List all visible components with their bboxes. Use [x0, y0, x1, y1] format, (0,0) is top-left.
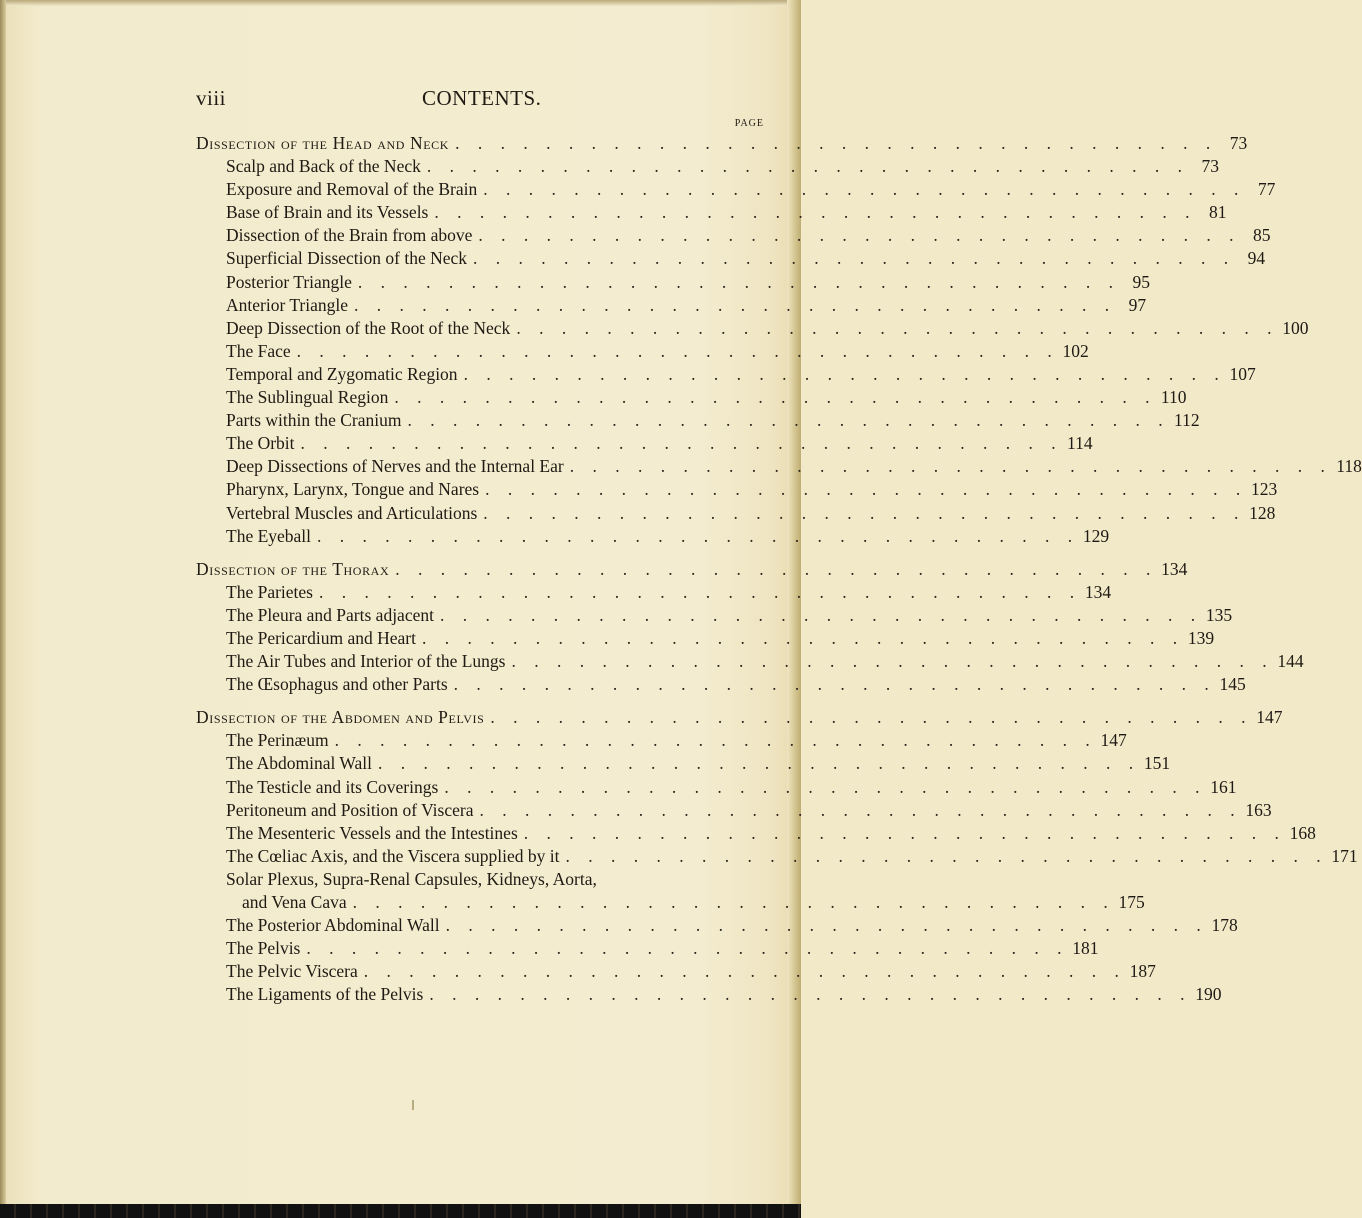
dot-leader: . . . . . . . . . . . . . . . . . . . . . . . . . . . . . . . . . .	[378, 753, 1141, 774]
toc-entry-label: The Eyeball	[226, 525, 312, 546]
dot-leader: . . . . . . . . . . . . . . . . . . . . . . . . . . . . . . . . . .	[306, 938, 1069, 959]
toc-entry	[196, 432, 1093, 455]
toc-entry	[196, 155, 1219, 178]
toc-entry	[196, 271, 1151, 294]
toc-entry	[196, 604, 1233, 627]
dot-leader: . . . . . . . . . . . . . . . . . . . . . . . . . . . . . . . . . .	[455, 133, 1218, 153]
section-heading	[196, 558, 1188, 581]
toc-entry	[196, 673, 1246, 696]
dot-leader: . . . . . . . . . . . . . . . . . . . . . . . . . . . . . . . . . .	[426, 156, 1189, 177]
toc-entry-label: The Œsophagus and other Parts	[226, 674, 448, 695]
toc-entry	[196, 822, 1316, 845]
toc-entry	[196, 627, 1215, 650]
toc-entry-label: Temporal and Zygomatic Region	[226, 363, 458, 384]
toc-entry	[196, 914, 1238, 937]
toc-entry-page: 161	[1210, 776, 1237, 797]
toc-entry	[196, 845, 1358, 868]
toc-entry-page: 85	[1253, 225, 1271, 246]
toc-entry-label: The Pelvic Viscera	[226, 961, 358, 982]
section-gap	[196, 548, 764, 558]
toc-entry-page: 181	[1072, 938, 1099, 959]
dot-leader: . . . . . . . . . . . . . . . . . . . . . . . . . . . . . . . . . .	[445, 915, 1208, 936]
toc-entry	[196, 581, 1112, 604]
section-heading-page: 73	[1229, 133, 1248, 153]
toc-entry-label: The Testicle and its Coverings	[226, 776, 439, 797]
toc-entry	[196, 983, 1222, 1006]
toc-entry-label: The Pericardium and Heart	[226, 627, 416, 648]
section-gap	[196, 696, 764, 706]
toc-entry-page: 171	[1331, 845, 1358, 866]
dot-leader: . . . . . . . . . . . . . . . . . . . . . . . . . . . . . . . . . .	[318, 581, 1082, 602]
running-head	[196, 86, 756, 114]
dot-leader: . . . . . . . . . . . . . . . . . . . . . . . . . . . . . . . . . .	[490, 707, 1253, 728]
toc-entry-page: 129	[1082, 525, 1110, 546]
toc-entry	[196, 294, 1147, 317]
section-heading-page: 147	[1256, 707, 1283, 728]
dot-leader: . . . . . . . . . . . . . . . . . . . . . . . . . . . . . . . . . .	[434, 202, 1197, 223]
toc-entry-page: 128	[1249, 502, 1276, 523]
toc-entry-page: 100	[1282, 317, 1309, 338]
toc-entry	[196, 799, 1272, 822]
toc-entry-page: 135	[1205, 604, 1233, 625]
dot-leader: . . . . . . . . . . . . . . . . . . . . . . . . . . . . . . . . . .	[352, 892, 1115, 912]
dot-leader: . . . . . . . . . . . . . . . . . . . . . . . . . . . . . . . . . .	[523, 822, 1286, 843]
toc-entry-page: 110	[1160, 387, 1187, 408]
toc-entry-label: Dissection of the Brain from above	[226, 225, 473, 246]
toc-entry	[196, 937, 1099, 960]
toc-entry-page: 81	[1209, 202, 1227, 223]
toc-entry-label: The Abdominal Wall	[226, 753, 373, 774]
dot-leader: . . . . . . . . . . . . . . . . . . . . . . . . . . . . . . . . . .	[334, 730, 1097, 751]
dot-leader: . . . . . . . . . . . . . . . . . . . . . . . . . . . . . . . . . .	[444, 776, 1207, 797]
toc-entry-page: 114	[1067, 433, 1093, 454]
toc-entry-label: The Face	[226, 340, 291, 361]
toc-entry-label: The Sublingual Region	[226, 387, 389, 408]
toc-entry-label: Posterior Triangle	[226, 271, 352, 292]
toc-entry-continuation-label: and Vena Cava	[242, 892, 347, 912]
page-bottom-edge	[0, 1204, 801, 1218]
toc-entry-page: 73	[1201, 156, 1219, 177]
dot-leader: . . . . . . . . . . . . . . . . . . . . . . . . . . . . . . . . . .	[478, 225, 1241, 246]
dot-leader: . . . . . . . . . . . . . . . . . . . . . . . . . . . . . . . . . .	[479, 799, 1242, 820]
toc-entry-label: The Perinæum	[226, 730, 329, 751]
toc-entry-label: The Ligaments of the Pelvis	[226, 984, 424, 1005]
paper-mark	[412, 1100, 414, 1110]
binding-edge	[0, 0, 6, 1218]
toc-entry	[196, 340, 1089, 363]
toc-entry-page: 187	[1129, 961, 1156, 982]
toc-entry-page: 112	[1174, 410, 1200, 431]
toc-entry-continuation-page: 175	[1118, 892, 1145, 912]
toc-entry-label: The Pelvis	[226, 938, 301, 959]
toc-entry	[196, 729, 1127, 752]
section-heading	[196, 132, 1248, 155]
toc-entry-page: 147	[1100, 730, 1127, 751]
toc-entry-page: 145	[1219, 674, 1246, 695]
dot-leader: . . . . . . . . . . . . . . . . . . . . . . . . . . . . . . . . . .	[354, 294, 1117, 315]
toc-entry-page: 139	[1187, 627, 1215, 648]
toc-entry-label: Deep Dissection of the Root of the Neck	[226, 317, 511, 338]
page-column-label: PAGE	[734, 118, 764, 129]
toc-entry	[196, 455, 1362, 478]
toc-entry-page: 190	[1195, 984, 1222, 1005]
running-title: CONTENTS.	[422, 86, 542, 110]
toc-entry-page: 163	[1245, 799, 1272, 820]
toc-entry-label: The Cœliac Axis, and the Viscera supplied by it	[226, 845, 560, 866]
dot-leader: . . . . . . . . . . . . . . . . . . . . . . . . . . . . . . . . . .	[516, 317, 1279, 338]
toc-entry-page: 118	[1336, 456, 1362, 477]
table-of-contents	[196, 132, 1362, 1006]
toc-entry-label: Base of Brain and its Vessels	[226, 202, 429, 223]
toc-entry	[196, 409, 1200, 432]
toc-entry-label: Superficial Dissection of the Neck	[226, 248, 468, 269]
toc-entry-page: 178	[1211, 915, 1238, 936]
page-top-edge	[0, 0, 801, 6]
section-heading-page: 134	[1161, 558, 1188, 579]
toc-entry-page: 134	[1084, 581, 1112, 602]
toc-entry-label: Exposure and Removal of the Brain	[226, 179, 478, 200]
toc-entry-label: Pharynx, Larynx, Tongue and Nares	[226, 479, 480, 500]
dot-leader: . . . . . . . . . . . . . . . . . . . . . . . . . . . . . . . . . .	[483, 502, 1246, 523]
dot-leader: . . . . . . . . . . . . . . . . . . . . . . . . . . . . . . . . . .	[569, 456, 1332, 477]
dot-leader: . . . . . . . . . . . . . . . . . . . . . . . . . . . . . . . . . .	[422, 627, 1185, 648]
toc-entry	[196, 224, 1271, 247]
toc-entry	[196, 247, 1266, 270]
toc-entry	[196, 201, 1227, 224]
toc-entry-label: The Air Tubes and Interior of the Lungs	[226, 651, 506, 672]
toc-entry-continuation	[196, 891, 1145, 914]
dot-leader: . . . . . . . . . . . . . . . . . . . . . . . . . . . . . . . . . .	[363, 961, 1126, 982]
dot-leader: . . . . . . . . . . . . . . . . . . . . . . . . . . . . . . . . . .	[357, 271, 1121, 292]
toc-entry-page: 97	[1128, 294, 1147, 315]
toc-entry-label: Scalp and Back of the Neck	[226, 156, 421, 177]
toc-entry-page: 102	[1062, 340, 1089, 361]
toc-entry	[196, 525, 1110, 548]
toc-entry	[196, 386, 1187, 409]
toc-entry-label: The Orbit	[226, 433, 295, 454]
dot-leader: . . . . . . . . . . . . . . . . . . . . . . . . . . . . . . . . . .	[317, 525, 1080, 546]
section-heading-label: Dissection of the Thorax	[196, 558, 390, 579]
toc-entry-label: Deep Dissections of Nerves and the Internal Ear	[226, 456, 564, 477]
toc-entry	[196, 650, 1304, 673]
toc-entry-label: The Posterior Abdominal Wall	[226, 915, 440, 936]
toc-entry-label: The Pleura and Parts adjacent	[226, 604, 434, 625]
toc-entry-label: Vertebral Muscles and Articulations	[226, 502, 478, 523]
toc-entry	[196, 178, 1276, 201]
toc-entry-label: The Mesenteric Vessels and the Intestines	[226, 822, 518, 843]
toc-entry-page: 144	[1277, 651, 1304, 672]
dot-leader: . . . . . . . . . . . . . . . . . . . . . . . . . . . . . . . . . .	[485, 479, 1248, 500]
toc-entry-label: The Parietes	[226, 581, 313, 602]
toc-entry	[196, 363, 1256, 386]
dot-leader: . . . . . . . . . . . . . . . . . . . . . . . . . . . . . . . . . .	[483, 179, 1246, 200]
toc-entry-page: 95	[1132, 271, 1151, 292]
section-heading	[196, 706, 1283, 729]
dot-leader: . . . . . . . . . . . . . . . . . . . . . . . . . . . . . . . . . .	[300, 433, 1063, 454]
section-heading-label: Dissection of the Head and Neck	[196, 133, 450, 153]
dot-leader: . . . . . . . . . . . . . . . . . . . . . . . . . . . . . . . . . .	[463, 363, 1226, 384]
toc-entry-label: Peritoneum and Position of Viscera	[226, 799, 474, 820]
dot-leader: . . . . . . . . . . . . . . . . . . . . . . . . . . . . . . . . . .	[453, 674, 1216, 695]
dot-leader: . . . . . . . . . . . . . . . . . . . . . . . . . . . . . . . . . .	[407, 410, 1170, 431]
toc-entry-page: 94	[1247, 248, 1266, 269]
toc-entry	[196, 478, 1278, 501]
page-folio: viii	[196, 86, 227, 110]
toc-entry	[196, 868, 764, 891]
toc-entry-page: 107	[1229, 363, 1256, 384]
section-heading-label: Dissection of the Abdomen and Pelvis	[196, 707, 485, 728]
dot-leader: . . . . . . . . . . . . . . . . . . . . . . . . . . . . . . . . . .	[394, 387, 1157, 408]
dot-leader: . . . . . . . . . . . . . . . . . . . . . . . . . . . . . . . . . .	[473, 248, 1236, 269]
dot-leader: . . . . . . . . . . . . . . . . . . . . . . . . . . . . . . . . . .	[395, 558, 1158, 579]
toc-entry	[196, 502, 1276, 525]
toc-entry	[196, 317, 1309, 340]
dot-leader: . . . . . . . . . . . . . . . . . . . . . . . . . . . . . . . . . .	[296, 340, 1059, 361]
toc-entry-page: 151	[1143, 753, 1171, 774]
toc-entry	[196, 960, 1156, 983]
toc-entry	[196, 776, 1237, 799]
toc-entry-page: 77	[1257, 179, 1276, 200]
toc-entry	[196, 752, 1171, 775]
dot-leader: . . . . . . . . . . . . . . . . . . . . . . . . . . . . . . . . . .	[439, 604, 1203, 625]
dot-leader: . . . . . . . . . . . . . . . . . . . . . . . . . . . . . . . . . .	[511, 651, 1274, 672]
toc-entry-label: Solar Plexus, Supra-Renal Capsules, Kidneys, Aorta,	[226, 868, 597, 889]
dot-leader: . . . . . . . . . . . . . . . . . . . . . . . . . . . . . . . . . .	[429, 984, 1192, 1005]
toc-entry-label: Parts within the Cranium	[226, 410, 402, 431]
toc-entry-page: 168	[1289, 822, 1316, 843]
dot-leader: . . . . . . . . . . . . . . . . . . . . . . . . . . . . . . . . . .	[565, 845, 1328, 866]
toc-entry-label: Anterior Triangle	[226, 294, 349, 315]
toc-entry-page: 123	[1250, 479, 1278, 500]
